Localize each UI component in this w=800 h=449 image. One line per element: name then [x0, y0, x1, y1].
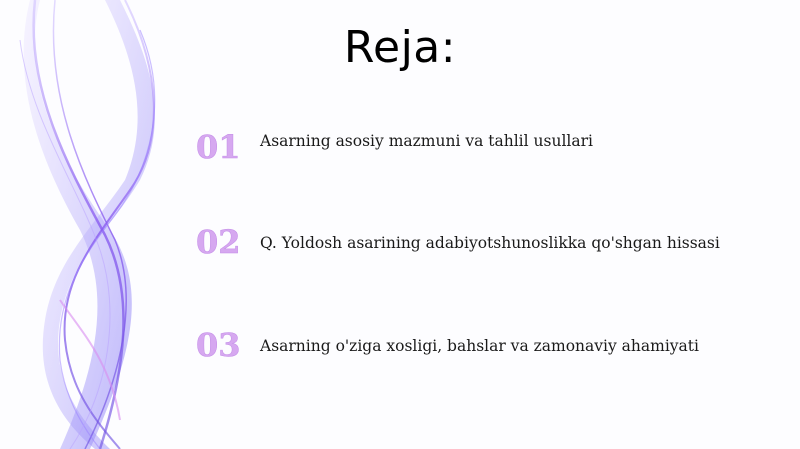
agenda-item — [196, 320, 699, 370]
agenda-item-number: 03 — [196, 326, 241, 364]
slide-title: Reja: — [343, 22, 457, 73]
agenda-item — [196, 217, 720, 267]
agenda-item-number: 01 — [196, 128, 241, 166]
agenda-item-text: Asarning asosiy mazmuni va tahlil usullari — [260, 132, 593, 150]
agenda-item-text: Asarning o'ziga xosligi, bahslar va zamonaviy ahamiyati — [260, 337, 699, 355]
decorative-ribbon — [0, 0, 200, 449]
agenda-item-number: 02 — [196, 223, 241, 261]
agenda-item-text: Q. Yoldosh asarining adabiyotshunoslikka qo'shgan hissasi — [260, 234, 720, 252]
agenda-item — [196, 122, 593, 172]
